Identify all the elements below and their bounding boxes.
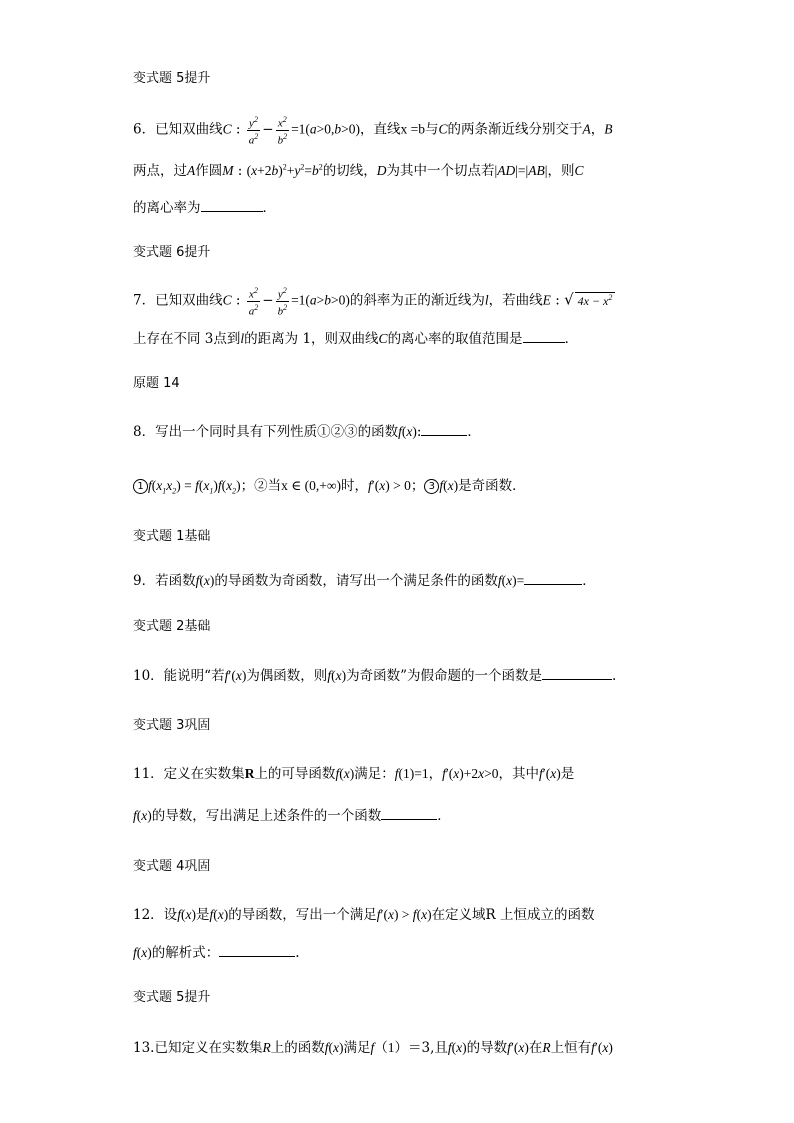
q13-text: 上恒有 bbox=[550, 1040, 592, 1056]
section-label: 变式题 1基础 bbox=[133, 529, 211, 544]
question-8-conditions: 1 $f(x_1x_2) = f(x_1)f(x_2)$；②当x ∈ (0,+∞)时，f′(x) > 0； 3 f(x)是奇函数． bbox=[133, 474, 526, 496]
q6-text: 为其中一个切点若 bbox=[386, 163, 495, 179]
answer-blank bbox=[381, 807, 437, 820]
q6-text: 的切线， bbox=[322, 163, 377, 179]
q6-text: 与 bbox=[425, 121, 439, 138]
q7-text: 的离心率的取值范围是 bbox=[387, 331, 523, 347]
fraction: $\frac{y^2}{a^2}$ bbox=[248, 115, 259, 147]
fraction: $\frac{x^2}{a^2}$ bbox=[248, 286, 259, 318]
q8-text: 时， bbox=[341, 478, 369, 494]
answer-blank bbox=[523, 330, 565, 343]
fraction: $\frac{y^2}{b^2}$ bbox=[277, 286, 288, 318]
question-6-line-2: 两点，过A作圆M : $(x+2b)^2+y^2=b^2$的切线，D为其中一个切点若|AD|=|AB|，则C bbox=[133, 162, 584, 179]
question-12-line-2: f(x)的解析式： . bbox=[133, 945, 300, 961]
answer-blank bbox=[201, 199, 263, 212]
q12-text: 12．设 bbox=[133, 907, 178, 923]
q7-text: 的斜率为正的渐近线为 bbox=[349, 292, 485, 309]
q11-text: ，其中 bbox=[498, 766, 540, 782]
q11-text: 满足： bbox=[354, 766, 395, 782]
section-label: 变式题 2基础 bbox=[133, 619, 211, 634]
question-9: 9．若函数f(x)的导函数为奇函数，请写出一个满足条件的函数f(x)= ． bbox=[133, 573, 596, 589]
q6-text: 的两条渐近线分别交于 bbox=[447, 121, 583, 138]
q11-text: 是 bbox=[560, 766, 575, 782]
q11-text: R bbox=[244, 766, 255, 781]
question-11-line-1: 11．定义在实数集R上的可导函数f(x)满足：f(1)=1，f′(x)+2x>0，其中f′(x)是 bbox=[133, 766, 575, 782]
q11-text: 上的可导函数 bbox=[254, 766, 336, 782]
q13-text: 满足 bbox=[343, 1040, 371, 1056]
q9-text: 9．若函数 bbox=[133, 573, 196, 589]
answer-blank bbox=[219, 944, 295, 957]
circled-number-3: 3 bbox=[424, 479, 439, 494]
section-label: 变式题 5提升 bbox=[133, 71, 211, 86]
q12-text: 在定义域R 上恒成立的函数 bbox=[431, 907, 595, 923]
circled-number-1: 1 bbox=[133, 479, 148, 494]
q10-text: 为偶函数，则 bbox=[246, 668, 328, 684]
q7-text: 上存在不同 3点到 bbox=[133, 331, 241, 347]
q7-text: 的距离为 1，则双曲线 bbox=[244, 331, 379, 347]
question-10: 10．能说明“若f′(x)为偶函数，则f(x)为奇函数”为假命题的一个函数是 . bbox=[133, 668, 617, 684]
question-6-line-3: 的离心率为 ． bbox=[133, 200, 276, 216]
q13-text: ＝3,且 bbox=[408, 1040, 448, 1056]
question-6-line-1: 6．已知双曲线C : $\frac{y^2}{a^2}$ − $\frac{x^2}{b^2}$ =1(a>0,b>0)，直线x =b与C的两条渐近线分别交于A，B bbox=[133, 115, 613, 147]
q6-text: 的离心率为 bbox=[133, 200, 201, 216]
question-11-line-2: f(x)的导数，写出满足上述条件的一个函数 ． bbox=[133, 808, 451, 824]
q7-text: 7．已知双曲线 bbox=[133, 292, 223, 309]
q12-text: 的解析式： bbox=[151, 945, 220, 961]
q12-text: 的导函数，写出一个满足 bbox=[228, 907, 377, 923]
q9-text: 的导函数为奇函数，请写出一个满足条件的函数 bbox=[214, 573, 498, 589]
question-7-line-2: 上存在不同 3点到l的距离为 1，则双曲线C的离心率的取值范围是 ． bbox=[133, 331, 579, 347]
fraction: $\frac{x^2}{b^2}$ bbox=[277, 115, 288, 147]
section-label: 原题 14 bbox=[133, 376, 180, 391]
section-label: 变式题 3巩固 bbox=[133, 718, 211, 733]
q11-text: 的导数，写出满足上述条件的一个函数 bbox=[151, 808, 382, 824]
question-13: 13.已知定义在实数集R上的函数f(x)满足f（1）＝3,且f(x)的导数f′(x)在R上恒有f′(x) bbox=[133, 1040, 613, 1056]
q8-text: 8．写出一个同时具有下列性质①②③的函数 bbox=[133, 424, 399, 440]
section-label: 变式题 6提升 bbox=[133, 245, 211, 260]
q6-text: 6．已知双曲线 bbox=[133, 121, 223, 138]
q13-text: 上的函数 bbox=[270, 1040, 325, 1056]
q13-text: 在 bbox=[528, 1040, 543, 1056]
q7-text: ，若曲线 bbox=[488, 292, 543, 309]
q6-text: 两点，过 bbox=[133, 163, 187, 179]
q8-text: 是奇函数． bbox=[458, 478, 526, 494]
answer-blank bbox=[524, 572, 582, 585]
q8-text: ；②当 bbox=[240, 478, 282, 494]
q12-text: 是 bbox=[195, 907, 210, 923]
q6-text: ，则 bbox=[547, 163, 575, 179]
question-8-line-1: 8．写出一个同时具有下列性质①②③的函数f(x): ． bbox=[133, 424, 481, 440]
question-7-line-1: 7．已知双曲线C : $\frac{x^2}{a^2}$ − $\frac{y^2}{b^2}$ =1(a>b>0)的斜率为正的渐近线为l，若曲线E : √ $4x - x^2$ bbox=[133, 285, 615, 317]
q13-text: 的导数 bbox=[466, 1040, 508, 1056]
q13-text: 13.已知定义在实数集 bbox=[133, 1040, 263, 1056]
section-label: 变式题 5提升 bbox=[133, 990, 211, 1005]
answer-blank bbox=[542, 667, 612, 680]
section-label: 变式题 4巩固 bbox=[133, 859, 211, 874]
q10-text: 为奇函数”为假命题的一个函数是 bbox=[346, 668, 542, 684]
q10-text: 10．能说明“若 bbox=[133, 668, 225, 684]
q11-text: 11．定义在实数集 bbox=[133, 766, 245, 782]
q6-text: 作圆 bbox=[195, 163, 223, 179]
answer-blank bbox=[421, 423, 467, 436]
q6-text: ，直线 bbox=[360, 121, 401, 138]
question-12-line-1: 12．设f(x)是f(x)的导函数，写出一个满足f′(x) > f(x)在定义域R 上恒成立的函数 bbox=[133, 907, 595, 923]
